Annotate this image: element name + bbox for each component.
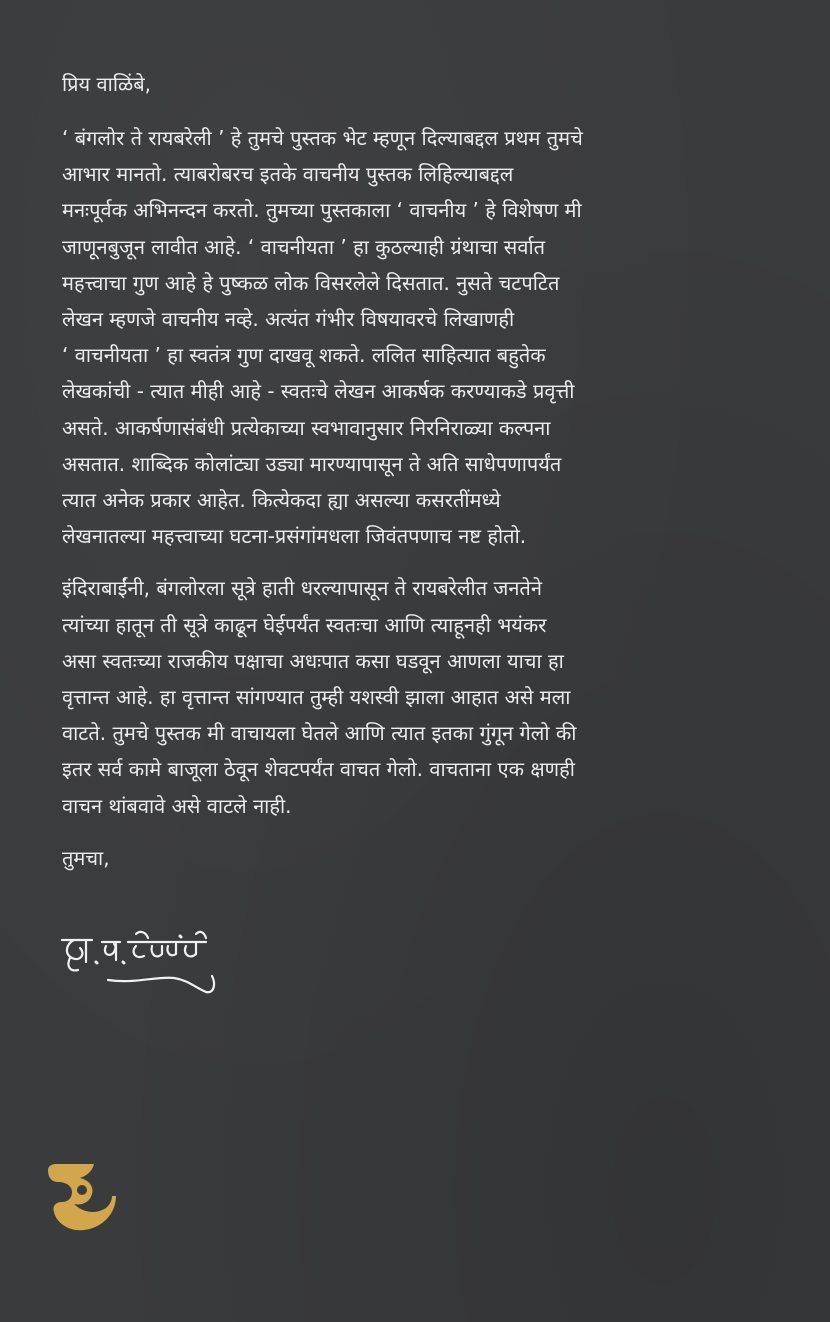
paragraph-2 [62, 570, 762, 823]
paragraph-1-line: जाणूनबुजून लावीत आहे. ‘ वाचनीयता ’ हा कुठल्याही ग्रंथाचा सर्वात [62, 234, 546, 259]
paragraph-1-line: महत्त्वाचा गुण आहे हे पुष्कळ लोक विसरलेले दिसतात. नुसते चटपटित [62, 270, 560, 295]
letter [62, 70, 762, 872]
paragraph-1-line: लेखनातल्या महत्त्वाच्या घटना-प्रसंगांमधला जिवंतपणाच नष्ट होतो. [62, 524, 527, 549]
paragraph-1-line: असते. आकर्षणासंबंधी प्रत्येकाच्या स्वभावानुसार निरनिराळ्या कल्पना [62, 415, 551, 440]
paragraph-1-line: लेखकांची - त्यात मीही आहे - स्वतःचे लेखन आकर्षक करण्याकडे प्रवृत्ती [62, 379, 575, 404]
paragraph-1-line: लेखन म्हणजे वाचनीय नव्हे. अत्यंत गंभीर विषयावरचे लिखाणही [62, 307, 515, 332]
paragraph-2-line: इंदिराबाईंनी, बंगलोरला सूत्रे हाती धरल्यापासून ते रायबरेलीत जनतेने [62, 576, 542, 601]
paragraph-2-line: वृत्तान्त आहे. हा वृत्तान्त सांगण्यात तुम्ही यशस्वी झाला आहात असे मला [62, 685, 571, 710]
paragraph-2-line: इतर सर्व कामे बाजूला ठेवून शेवटपर्यंत वाचत गेलो. वाचताना एक क्षणही [62, 757, 575, 782]
publisher-logo-icon [42, 1162, 122, 1234]
paragraph-2-line: वाचन थांबवावे असे वाटले नाही. [62, 793, 292, 818]
paragraph-1-line: ‘ बंगलोर ते रायबरेली ’ हे तुमचे पुस्तक भेट म्हणून दिल्याबद्दल प्रथम तुमचे [62, 126, 583, 150]
paragraph-2-line: त्यांच्या हातून ती सूत्रे काढून घेईपर्यंत स्वतःचा आणि त्याहूनही भयंकर [62, 612, 547, 637]
salutation: प्रिय वाळिंबे, [62, 72, 151, 96]
closing: तुमचा, [62, 845, 110, 870]
signature [56, 918, 226, 1008]
paragraph-1-line: मनःपूर्वक अभिनन्दन करतो. तुमच्या पुस्तकाला ‘ वाचनीय ’ हे विशेषण मी [62, 198, 582, 223]
paragraph-1-line: ‘ वाचनीयता ’ हा स्वतंत्र गुण दाखवू शकते. ललित साहित्यात बहुतेक [62, 343, 546, 368]
paragraph-2-line: वाटते. तुमचे पुस्तक मी वाचायला घेतले आणि त्यात इतका गुंगून गेलो की [62, 721, 577, 746]
paragraph-1 [62, 120, 762, 554]
paragraph-1-line: असतात. शाब्दिक कोलांट्या उड्या मारण्यापासून ते अति साधेपणापर्यंत [62, 451, 562, 476]
paragraph-1-line: त्यात अनेक प्रकार आहेत. कित्येकदा ह्या असल्या कसरतींमध्ये [62, 488, 501, 513]
paragraph-1-line: आभार मानतो. त्याबरोबरच इतके वाचनीय पुस्तक लिहिल्याबद्दल [62, 162, 514, 187]
paragraph-2-line: असा स्वतःच्या राजकीय पक्षाचा अधःपात कसा घडवून आणला याचा हा [62, 648, 564, 673]
